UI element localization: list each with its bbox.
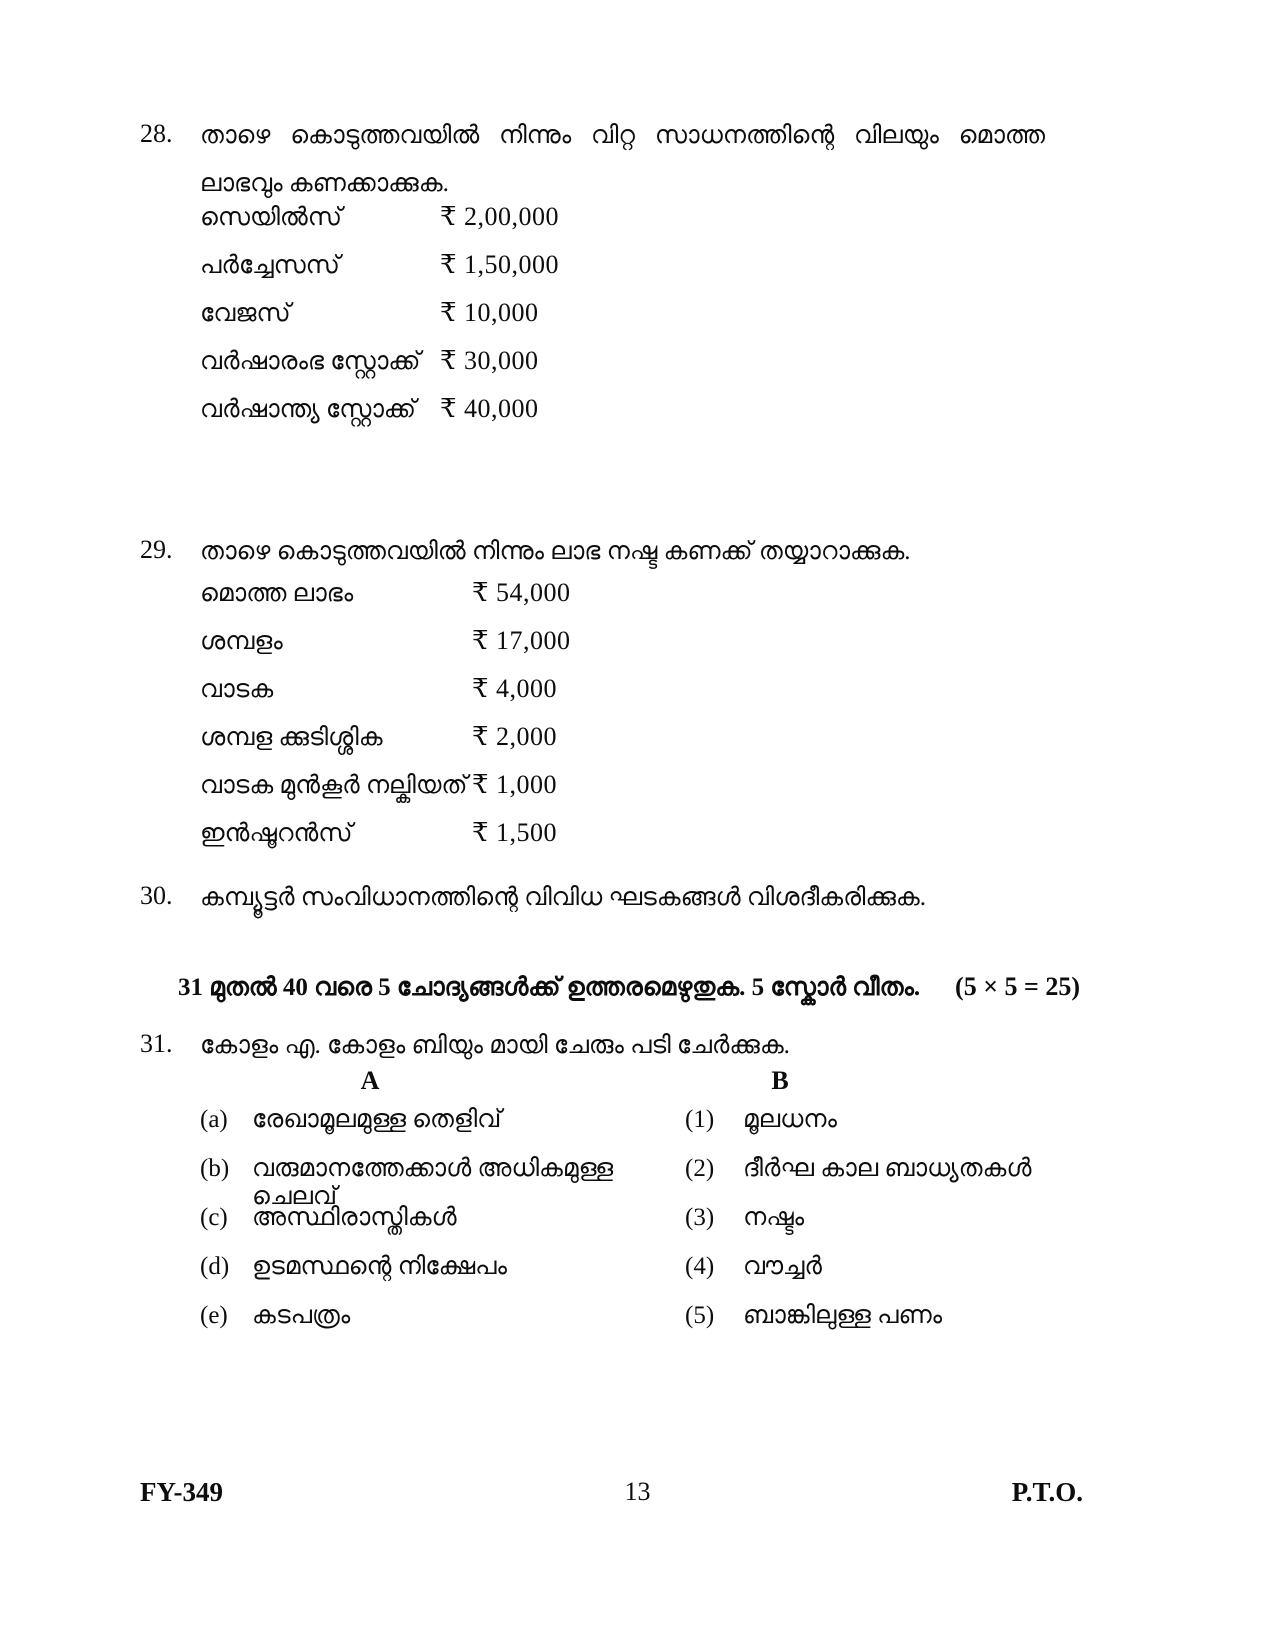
item-row <box>200 394 559 442</box>
section-instruction-text: 31 മുതൽ 40 വരെ 5 ചോദ്യങ്ങൾക്ക് ഉത്തരമെഴുതുക. 5 സ്കോർ വീതം. <box>178 974 921 1001</box>
pto-label: P.T.O. <box>1011 1477 1083 1507</box>
question-28-text: താഴെ കൊടുത്തവയിൽ നിന്നും വിറ്റ സാധനത്തിന്റെ വിലയും മൊത്ത ലാഭവും കണക്കാക്കുക. <box>200 122 1045 197</box>
item-value: ₹ 2,000 <box>472 722 558 751</box>
match-row <box>200 1302 1080 1351</box>
item-row <box>200 818 571 866</box>
match-row <box>200 1204 1080 1253</box>
item-row <box>200 674 571 722</box>
item-label: സെയിൽസ് <box>200 204 343 231</box>
item-row <box>200 626 571 674</box>
item-label: മൊത്ത ലാഭം <box>200 580 354 607</box>
item-label: വാടക <box>200 676 274 703</box>
question-31-text: കോളം എ. കോളം ബിയും മായി ചേരും പടി ചേർക്കുക. <box>200 1032 790 1059</box>
question-29-text: താഴെ കൊടുത്തവയിൽ നിന്നും ലാഭ നഷ്ട കണക്ക് തയ്യാറാക്കുക. <box>200 538 911 565</box>
match-b-text: ദീർഘ കാല ബാധ്യതകൾ <box>743 1155 1032 1182</box>
item-value: ₹ 4,000 <box>472 674 558 703</box>
item-value: ₹ 17,000 <box>472 626 571 655</box>
item-label: ശമ്പള ക്കുടിശ്ശിക <box>200 724 383 751</box>
question-29 <box>140 528 1045 576</box>
item-value: ₹ 30,000 <box>440 346 539 375</box>
match-b-label: (3) <box>685 1204 715 1231</box>
item-value: ₹ 2,00,000 <box>440 202 560 231</box>
match-row <box>200 1106 1080 1155</box>
match-a-text: കടപത്രം <box>252 1302 351 1329</box>
item-row <box>200 770 571 818</box>
item-value: ₹ 54,000 <box>472 578 571 607</box>
item-row <box>200 202 559 250</box>
item-value: ₹ 1,000 <box>472 770 558 799</box>
question-31-number: 31. <box>140 1029 173 1058</box>
question-30-number: 30. <box>140 881 173 910</box>
match-b-label: (2) <box>685 1155 715 1182</box>
match-a-text: രേഖാമൂലമുള്ള തെളിവ് <box>252 1106 502 1133</box>
match-b-text: വൗച്ചർ <box>743 1253 822 1280</box>
page-number: 13 <box>624 1477 651 1506</box>
item-row <box>200 722 571 770</box>
item-label: വാടക മുൻകൂർ നല്കിയത് <box>200 772 468 799</box>
column-b-header: B <box>771 1066 789 1095</box>
match-a-label: (b) <box>200 1155 230 1182</box>
match-b-label: (4) <box>685 1253 715 1280</box>
item-row <box>200 578 571 626</box>
section-instruction <box>178 972 1080 1002</box>
question-28-number: 28. <box>140 119 173 148</box>
question-31-match-rows <box>200 1106 1080 1351</box>
item-row <box>200 346 559 394</box>
question-29-items <box>200 578 571 866</box>
match-a-text: വരുമാനത്തേക്കാൾ അധികമുള്ള ചെലവ് <box>252 1155 614 1210</box>
item-label: പർച്ചേസസ് <box>200 252 340 279</box>
question-31 <box>140 1022 1045 1070</box>
match-row <box>200 1155 1080 1210</box>
item-value: ₹ 10,000 <box>440 298 539 327</box>
paper-code: FY-349 <box>140 1477 224 1507</box>
item-label: വർഷാരംഭ സ്റ്റോക്ക് <box>200 348 421 375</box>
match-b-text: നഷ്ടം <box>743 1204 805 1231</box>
match-a-label: (c) <box>200 1204 228 1231</box>
question-29-number: 29. <box>140 535 173 564</box>
column-a-header: A <box>360 1066 380 1095</box>
item-value: ₹ 40,000 <box>440 394 539 423</box>
item-label: വർഷാന്ത്യ സ്റ്റോക്ക് <box>200 396 417 423</box>
question-30-text: കമ്പ്യൂട്ടർ സംവിധാനത്തിന്റെ വിവിധ ഘടകങ്ങൾ വിശദീകരിക്കുക. <box>200 884 927 911</box>
question-28-items <box>200 202 559 442</box>
match-a-label: (a) <box>200 1106 228 1133</box>
match-b-text: മൂലധനം <box>743 1106 837 1133</box>
match-b-label: (5) <box>685 1302 715 1329</box>
match-row <box>200 1253 1080 1302</box>
match-a-label: (e) <box>200 1302 228 1329</box>
match-b-text: ബാങ്കിലുള്ള പണം <box>743 1302 943 1329</box>
question-30 <box>140 874 1045 922</box>
item-label: വേജസ് <box>200 300 291 327</box>
section-marks: (5 × 5 = 25) <box>955 972 1080 1001</box>
item-value: ₹ 1,500 <box>472 818 558 847</box>
item-value: ₹ 1,50,000 <box>440 250 560 279</box>
match-a-text: ഉടമസ്ഥന്റെ നിക്ഷേപം <box>252 1253 508 1280</box>
item-label: ഇൻഷൂറൻസ് <box>200 820 353 847</box>
match-a-label: (d) <box>200 1253 230 1280</box>
match-a-text: അസ്ഥിരാസ്തികൾ <box>252 1204 457 1231</box>
match-b-label: (1) <box>685 1106 715 1133</box>
question-28 <box>140 112 1045 208</box>
item-row <box>200 250 559 298</box>
item-row <box>200 298 559 346</box>
item-label: ശമ്പളം <box>200 628 283 655</box>
